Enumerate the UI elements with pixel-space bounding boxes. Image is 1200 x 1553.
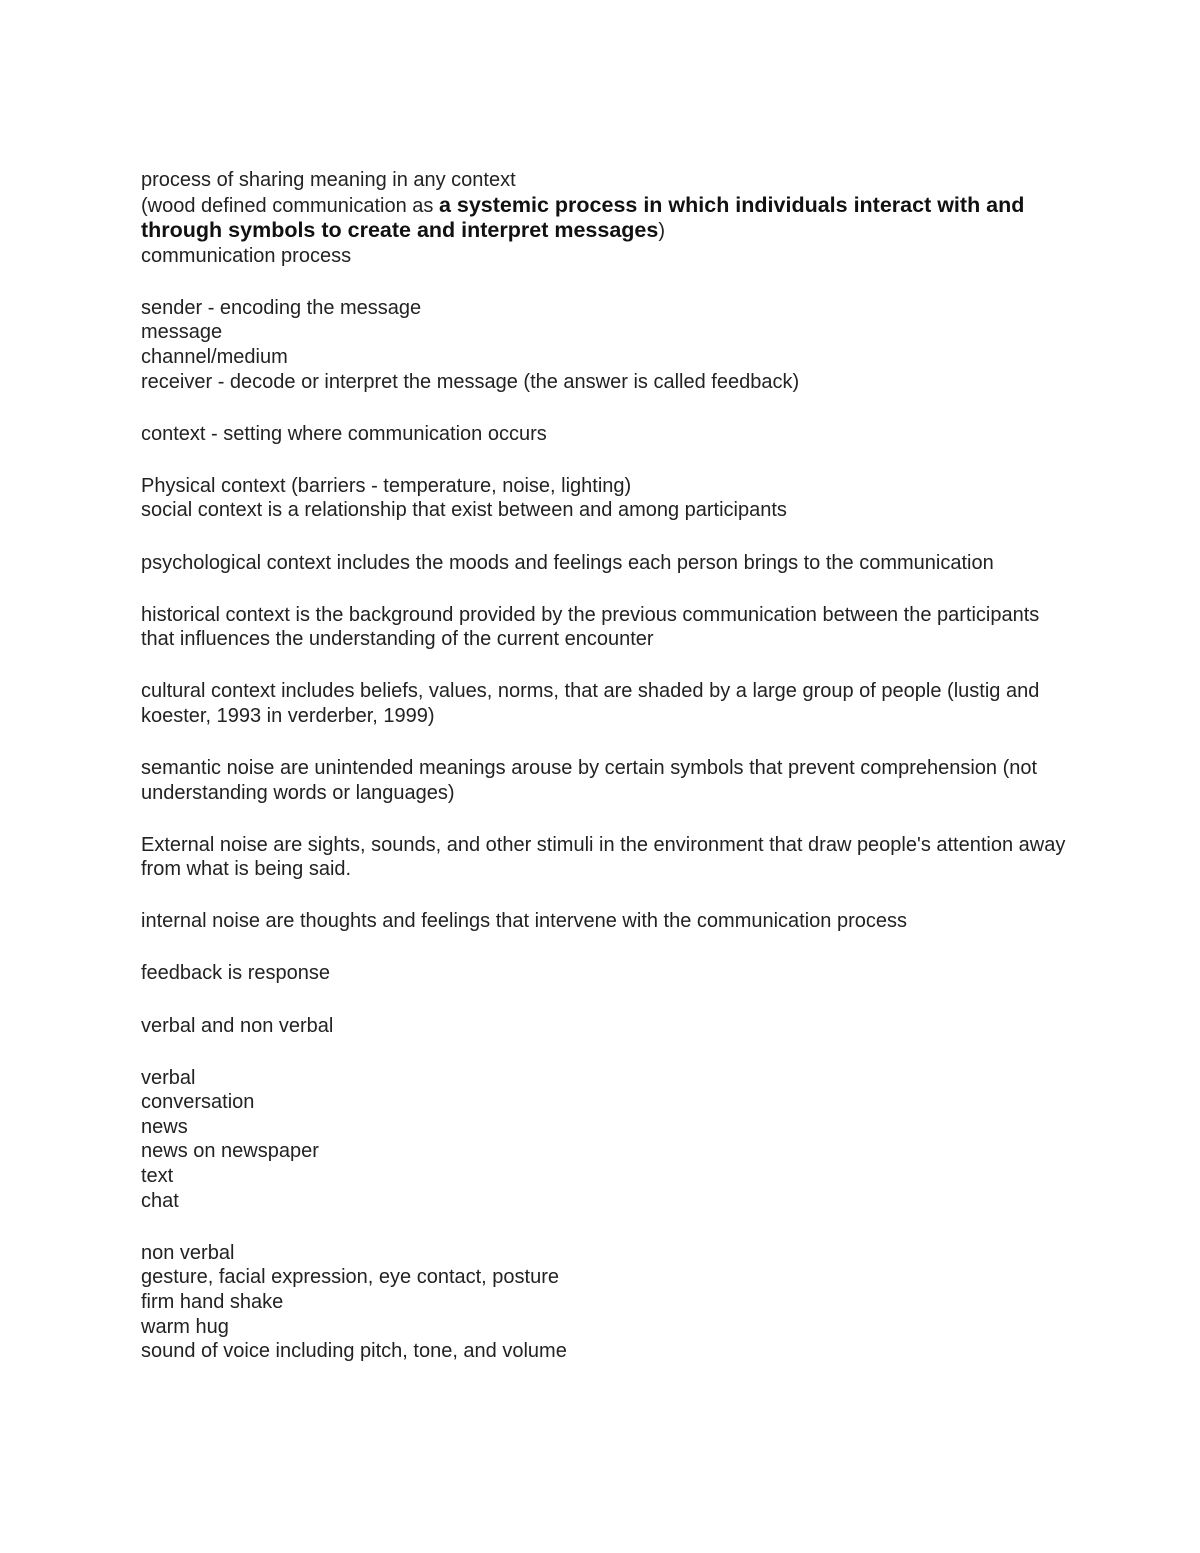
communication-process-heading: communication process xyxy=(141,244,352,267)
social-context: social context is a relationship that exist between and among participants xyxy=(141,499,787,522)
internal-noise: internal noise are thoughts and feelings that intervene with the communication process xyxy=(141,910,908,933)
process-element-sender: sender - encoding the message xyxy=(141,296,422,319)
spacer xyxy=(141,652,1071,680)
semantic-noise: semantic noise are unintended meanings arouse by certain symbols that prevent comprehension (not understanding words or languages) xyxy=(141,757,1043,804)
verbal-list-item: news on newspaper xyxy=(141,1140,319,1163)
verbal-list-item: news xyxy=(141,1115,188,1138)
spacer xyxy=(141,446,1071,474)
spacer xyxy=(141,934,1071,962)
nonverbal-list-item: firm hand shake xyxy=(141,1290,284,1313)
external-noise: External noise are sights, sounds, and other stimuli in the environment that draw people's attention away from what is being said. xyxy=(141,833,1071,881)
nonverbal-list-item: non verbal xyxy=(141,1241,235,1264)
process-element-message: message xyxy=(141,321,223,344)
definition-paragraph xyxy=(141,193,1071,244)
spacer xyxy=(141,805,1071,833)
nonverbal-list-item: sound of voice including pitch, tone, and volume xyxy=(141,1340,567,1363)
definition-bold: a systemic process in which individuals interact with and through symbols to create and interpret messages xyxy=(141,192,1025,243)
process-element-channel: channel/medium xyxy=(141,346,288,369)
verbal-list-item: text xyxy=(141,1165,174,1188)
definition-suffix: ) xyxy=(658,220,666,243)
spacer xyxy=(141,729,1071,757)
historical-context: historical context is the background provided by the previous communication between the participants that influences the understanding of the current encounter xyxy=(141,603,1045,651)
cultural-context: cultural context includes beliefs, values, norms, that are shaded by a large group of people (lustig and koester, 1993 in verderber, 1999) xyxy=(141,680,1045,727)
feedback-line: feedback is response xyxy=(141,962,331,985)
verbal-nonverbal-line: verbal and non verbal xyxy=(141,1014,334,1037)
verbal-list-item: chat xyxy=(141,1189,179,1212)
nonverbal-list-item: gesture, facial expression, eye contact, posture xyxy=(141,1266,560,1289)
physical-context: Physical context (barriers - temperature, noise, lighting) xyxy=(141,474,632,497)
intro-line: process of sharing meaning in any context xyxy=(141,169,516,191)
spacer xyxy=(141,394,1071,422)
spacer xyxy=(141,1213,1071,1241)
psychological-context: psychological context includes the moods and feelings each person brings to the communication xyxy=(141,551,994,574)
definition-prefix: (wood defined communication as xyxy=(141,194,439,217)
spacer xyxy=(141,523,1071,551)
spacer xyxy=(141,575,1071,603)
spacer xyxy=(141,986,1071,1014)
nonverbal-list-item: warm hug xyxy=(141,1315,229,1338)
verbal-list-item: conversation xyxy=(141,1091,255,1114)
verbal-list-item: verbal xyxy=(141,1066,196,1089)
spacer xyxy=(141,1038,1071,1066)
document-body xyxy=(141,168,1071,1364)
spacer xyxy=(141,882,1071,910)
context-definition: context - setting where communication occurs xyxy=(141,422,547,445)
process-element-receiver: receiver - decode or interpret the message (the answer is called feedback) xyxy=(141,370,800,393)
spacer xyxy=(141,268,1071,296)
